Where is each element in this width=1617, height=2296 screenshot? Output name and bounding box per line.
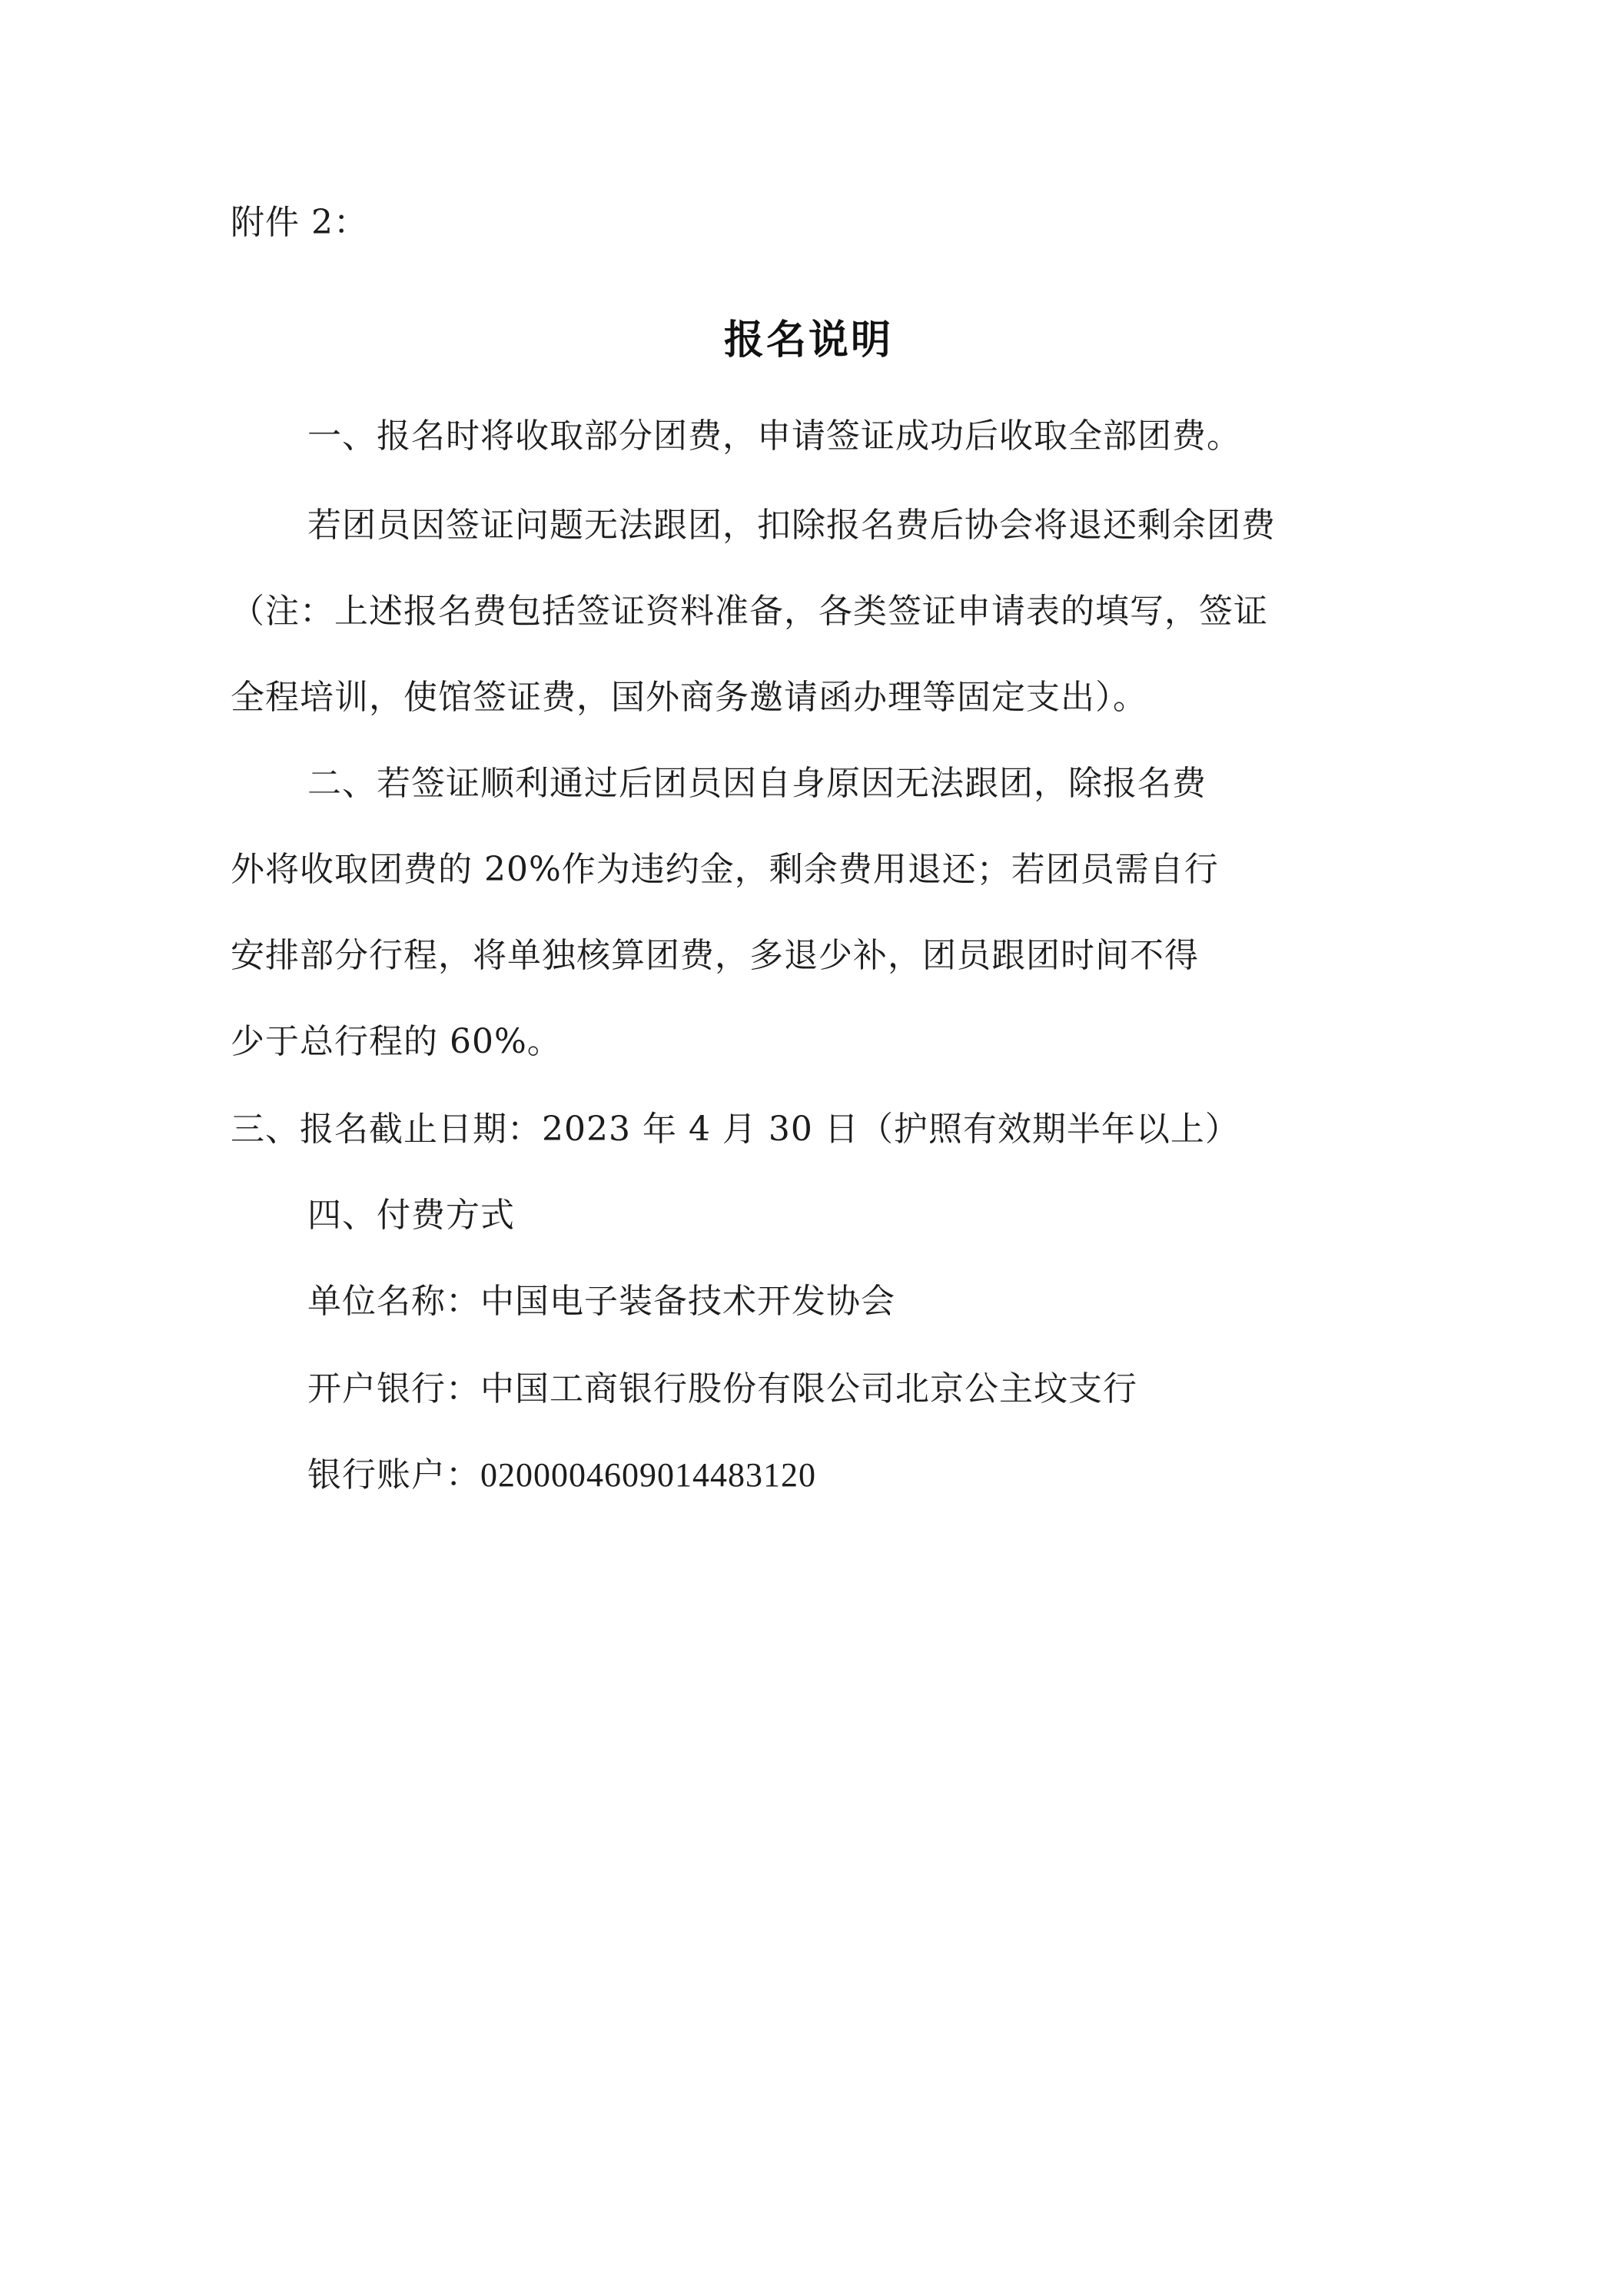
- payment-bank: 开户银行：中国工商银行股份有限公司北京公主坟支行: [307, 1369, 1137, 1408]
- paragraph-2-line-2: （注：上述报名费包括签证资料准备，各类签证申请表的填写，签证: [231, 592, 1268, 631]
- deadline-line: 三、报名截止日期：2023 年 4 月 30 日（护照有效期半年以上）: [231, 1110, 1240, 1149]
- paragraph-3-line-3: 安排部分行程，将单独核算团费，多退少补，团员跟团时间不得: [231, 936, 1199, 975]
- paragraph-2-line-1: 若团员因签证问题无法跟团，扣除报名费后协会将退还剩余团费: [307, 506, 1276, 545]
- payment-heading: 四、付费方式: [307, 1196, 515, 1235]
- paragraph-3-line-1: 二、若签证顺利通过后团员因自身原因无法跟团，除报名费: [307, 764, 1207, 803]
- document-title: 报名说明: [723, 317, 893, 363]
- paragraph-2-line-3: 全程培训，使馆签证费，国外商务邀请函办理等固定支出）。: [231, 678, 1147, 717]
- paragraph-1: 一、报名时将收取部分团费，申请签证成功后收取全部团费。: [307, 416, 1241, 456]
- paragraph-3-line-4: 少于总行程的 60%。: [231, 1022, 562, 1061]
- payment-account: 银行账户：0200004609014483120: [307, 1456, 816, 1494]
- paragraph-3-line-2: 外将收取团费的 20%作为违约金，剩余费用退还；若团员需自行: [231, 850, 1219, 889]
- payment-unit-name: 单位名称：中国电子装备技术开发协会: [307, 1282, 895, 1321]
- attachment-label: 附件 2：: [231, 203, 368, 242]
